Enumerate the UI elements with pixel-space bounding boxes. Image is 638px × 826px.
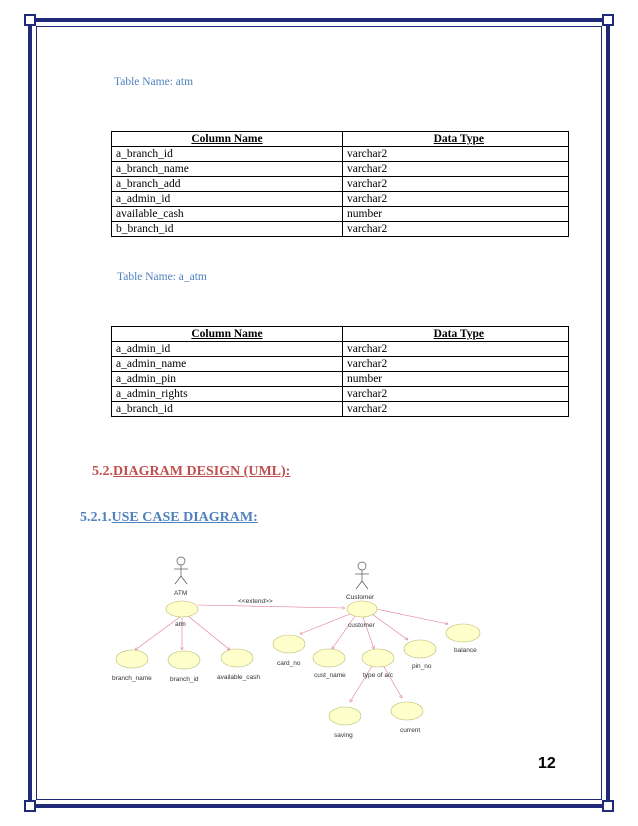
actor-customer-icon	[355, 562, 369, 589]
usecase-available-cash-label: available_cash	[217, 674, 261, 681]
usecase-branch-name-label: branch_name	[112, 675, 152, 682]
subsection-title: USE CASE DIAGRAM:	[111, 510, 258, 525]
table-row	[112, 177, 569, 192]
table-cell: b_branch_id	[112, 222, 343, 237]
usecase-cust-name-label: cust_name	[314, 672, 346, 679]
table-row	[112, 147, 569, 162]
table-cell: available_cash	[112, 207, 343, 222]
usecase-atm	[166, 601, 198, 617]
table-cell: a_admin_pin	[112, 372, 343, 387]
table-row	[112, 372, 569, 387]
usecase-available-cash	[221, 649, 253, 667]
table-row	[112, 222, 569, 237]
table-cell: number	[343, 372, 569, 387]
table-header-row	[112, 327, 569, 342]
column-header: Data Type	[343, 327, 569, 342]
actor-atm-label: ATM	[174, 590, 188, 597]
table-cell: a_branch_id	[112, 147, 343, 162]
actor-customer-label: Customer	[346, 594, 375, 601]
table-row	[112, 402, 569, 417]
usecase-saving-label: saving	[334, 732, 353, 739]
usecase-current	[391, 702, 423, 720]
table-cell: varchar2	[343, 147, 569, 162]
usecase-cust-name	[313, 649, 345, 667]
subsection-number: 5.2.1.	[80, 510, 112, 525]
section-title: DIAGRAM DESIGN (UML):	[113, 464, 291, 479]
actor-atm-icon	[174, 557, 188, 584]
table-row	[112, 162, 569, 177]
usecase-type-of-ac-label: type of a/c	[363, 672, 393, 679]
usecase-balance-label: balance	[454, 647, 477, 654]
table-cell: varchar2	[343, 177, 569, 192]
column-header: Column Name	[112, 327, 343, 342]
usecase-branch-id-label: branch_id	[170, 676, 199, 683]
usecase-pin-no	[404, 640, 436, 658]
table-cell: varchar2	[343, 192, 569, 207]
table-row	[112, 192, 569, 207]
table-cell: varchar2	[343, 357, 569, 372]
table-cell: a_admin_id	[112, 342, 343, 357]
usecase-card-no-label: card_no	[277, 660, 301, 667]
column-header: Data Type	[343, 132, 569, 147]
table-row	[112, 357, 569, 372]
usecase-type-of-ac	[362, 649, 394, 667]
table-cell: varchar2	[343, 342, 569, 357]
usecase-pin-no-label: pin_no	[412, 663, 432, 670]
usecase-customer-label: customer	[348, 622, 375, 629]
table-row	[112, 207, 569, 222]
column-header: Column Name	[112, 132, 343, 147]
table-cell: a_admin_name	[112, 357, 343, 372]
table-cell: varchar2	[343, 387, 569, 402]
usecase-card-no	[273, 635, 305, 653]
table-cell: a_admin_rights	[112, 387, 343, 402]
usecase-branch-name	[116, 650, 148, 668]
table-cell: number	[343, 207, 569, 222]
table-cell: a_branch_id	[112, 402, 343, 417]
table-cell: a_branch_name	[112, 162, 343, 177]
usecase-current-label: current	[400, 727, 421, 734]
section-heading	[92, 464, 290, 480]
use-case-diagram	[100, 550, 500, 745]
usecase-customer	[347, 601, 377, 617]
table-row	[112, 342, 569, 357]
extend-label: <<extend>>	[238, 598, 273, 605]
usecase-atm-label: atm	[175, 621, 186, 628]
section-number: 5.2.	[92, 464, 113, 479]
table-cell: varchar2	[343, 402, 569, 417]
table-header-row	[112, 132, 569, 147]
table-cell: varchar2	[343, 162, 569, 177]
usecase-saving	[329, 707, 361, 725]
border-corner	[24, 14, 36, 26]
usecase-branch-id	[168, 651, 200, 669]
page-number: 12	[538, 755, 556, 772]
table-name-atm: Table Name: atm	[114, 76, 194, 88]
table-name-a-atm: Table Name: a_atm	[117, 271, 207, 283]
usecase-balance	[446, 624, 480, 642]
table-cell: a_branch_add	[112, 177, 343, 192]
table-atm	[111, 131, 569, 237]
table-cell: varchar2	[343, 222, 569, 237]
border-corner	[24, 800, 36, 812]
border-corner	[602, 800, 614, 812]
subsection-heading	[80, 510, 258, 526]
table-row	[112, 387, 569, 402]
table-a-atm	[111, 326, 569, 417]
table-cell: a_admin_id	[112, 192, 343, 207]
border-corner	[602, 14, 614, 26]
